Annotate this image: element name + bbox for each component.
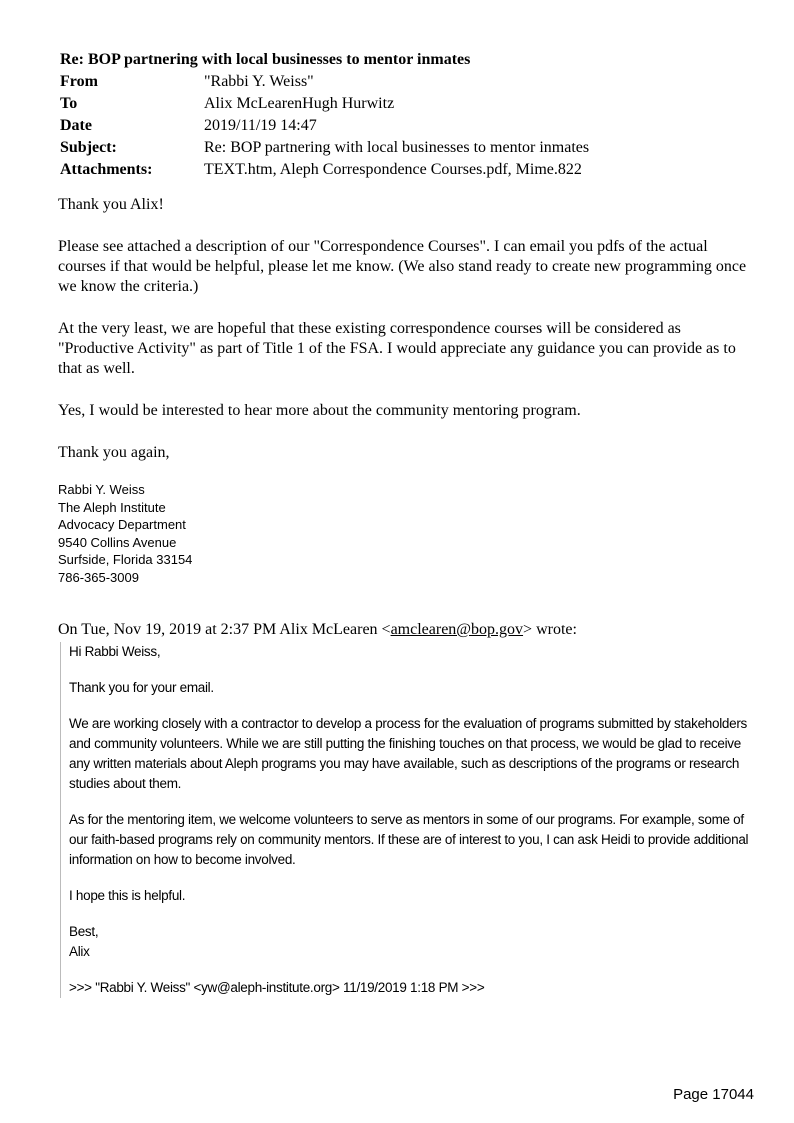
quoted-paragraph: Thank you for your email.: [69, 680, 214, 695]
page-number: Page 17044: [673, 1086, 754, 1103]
signature-block: [58, 481, 758, 586]
email-page: [58, 50, 758, 998]
email-header-table: [58, 71, 646, 181]
to-label: To: [60, 95, 78, 112]
header-row-from: [58, 71, 646, 93]
to-value: Alix McLearenHugh Hurwitz: [204, 95, 395, 112]
subject-label: Subject:: [60, 139, 117, 156]
attachments-value: TEXT.htm, Aleph Correspondence Courses.pdf, Mime.822: [204, 161, 582, 178]
body-paragraph: At the very least, we are hopeful that these existing correspondence courses will be considered as "Productive Activity" as part of Title 1 of the FSA. I would appreciate any guidance you can provide as to that as well.: [58, 320, 736, 377]
quoted-intro: [58, 620, 758, 640]
subject-value: Re: BOP partnering with local businesses to mentor inmates: [204, 139, 590, 156]
quoted-paragraph: We are working closely with a contractor to develop a process for the evaluation of programs submitted by stakeholders and community volunteers. While we are still putting the finishing touches on that process, we would be glad to receive any written materials about Aleph programs you may have available, such as descriptions of the programs or research studies about them.: [69, 716, 747, 791]
quoted-paragraph: Hi Rabbi Weiss,: [69, 644, 161, 659]
message-body: [58, 195, 758, 463]
quoted-intro-text: On Tue, Nov 19, 2019 at 2:37 PM Alix McLearen <: [58, 621, 391, 638]
signature-line: Advocacy Department: [58, 517, 186, 532]
signature-line: 9540 Collins Avenue: [58, 534, 177, 550]
quoted-message: [60, 642, 749, 998]
header-row-subject: [58, 137, 646, 159]
body-paragraph: Yes, I would be interested to hear more about the community mentoring program.: [58, 402, 581, 419]
signature-line: Surfside, Florida 33154: [58, 552, 193, 567]
quoted-closing-name: Alix: [69, 944, 90, 959]
email-title: Re: BOP partnering with local businesses to mentor inmates: [60, 51, 471, 68]
body-paragraph: Thank you again,: [58, 444, 170, 461]
body-paragraph: Please see attached a description of our "Correspondence Courses". I can email you pdfs of the actual courses if that would be helpful, please let me know. (We also stand ready to create new programming once we know the criteria.): [58, 238, 747, 295]
header-row-date: [58, 115, 646, 137]
signature-line: Rabbi Y. Weiss: [58, 482, 145, 497]
signature-line: 786-365-3009: [58, 569, 139, 585]
quoted-paragraph: I hope this is helpful.: [69, 888, 186, 903]
quoted-intro-suffix: > wrote:: [523, 621, 577, 638]
signature-line: The Aleph Institute: [58, 499, 166, 515]
header-row-to: [58, 93, 646, 115]
quoted-closing: Best,: [69, 924, 99, 939]
sender-email-link[interactable]: amclearen@bop.gov: [390, 621, 524, 638]
attachments-label: Attachments:: [60, 161, 153, 178]
date-value: 2019/11/19 14:47: [204, 117, 317, 134]
header-row-attachments: [58, 159, 646, 181]
body-paragraph: Thank you Alix!: [58, 196, 164, 213]
date-label: Date: [60, 117, 92, 134]
from-value: "Rabbi Y. Weiss": [204, 73, 314, 90]
quoted-paragraph: As for the mentoring item, we welcome volunteers to serve as mentors in some of our programs. For example, some of our faith-based programs rely on community mentors. If these are of interest to you, I can ask Heidi to provide additional information on how to become involved.: [69, 812, 749, 867]
from-label: From: [60, 73, 98, 90]
previous-message-header: >>> "Rabbi Y. Weiss" <yw@aleph-institute.org> 11/19/2019 1:18 PM >>>: [69, 980, 485, 995]
